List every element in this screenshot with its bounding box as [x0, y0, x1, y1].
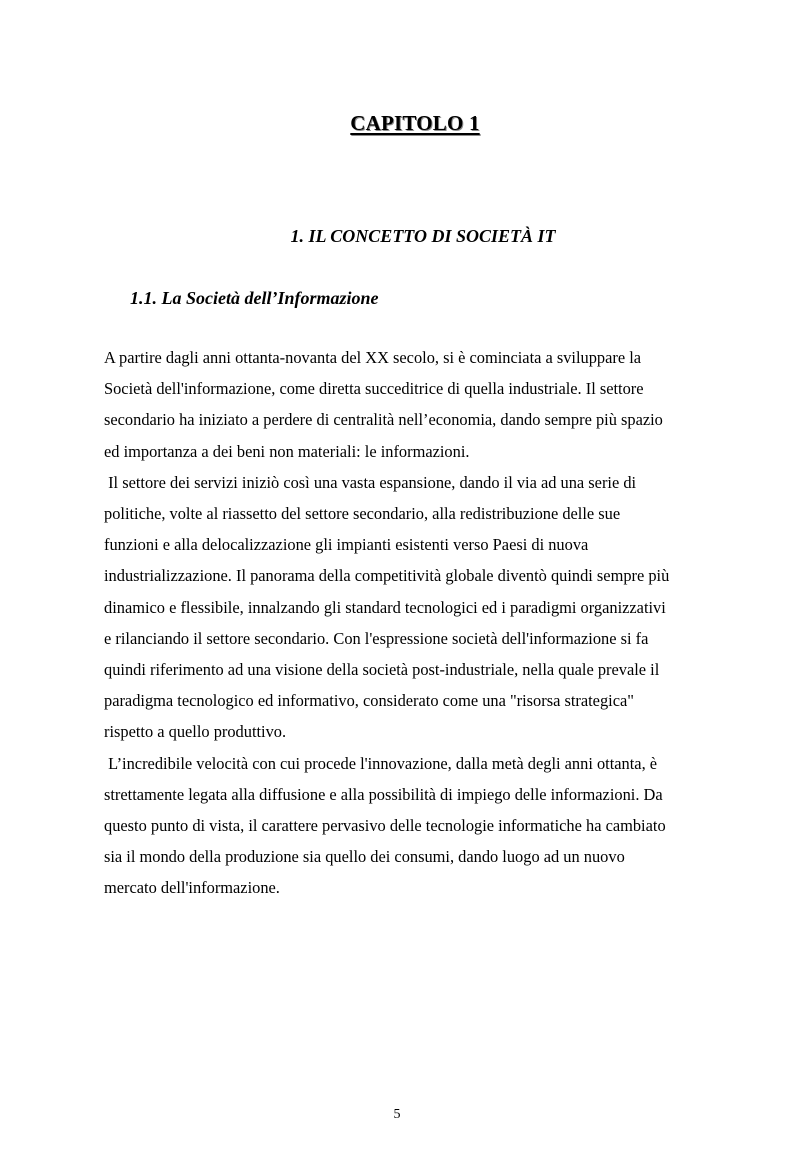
text-line: dinamico e flessibile, innalzando gli standard tecnologici ed i paradigmi organizzativi — [104, 597, 666, 617]
text-line: quindi riferimento ad una visione della società post-industriale, nella quale prevale il — [104, 660, 660, 680]
text-line: rispetto a quello produttivo. — [104, 722, 287, 742]
body-text — [104, 342, 724, 904]
text-line: secondario ha iniziato a perdere di centralità nell’economia, dando sempre più spazio — [104, 410, 663, 430]
text-line: Il settore dei servizi iniziò così una vasta espansione, dando il via ad una serie di — [104, 472, 637, 492]
text-line: industrializzazione. Il panorama della competitività globale diventò quindi sempre più — [104, 566, 670, 586]
text-line: L’incredibile velocità con cui procede l'innovazione, dalla metà degli anni ottanta, è — [104, 753, 658, 773]
subsection-title: 1.1. La Società dell’Informazione — [130, 288, 379, 308]
text-line: strettamente legata alla diffusione e alla possibilità di impiego delle informazioni. Da — [104, 784, 663, 804]
text-line: paradigma tecnologico ed informativo, considerato come una "risorsa strategica" — [104, 691, 634, 711]
page-number: 5 — [393, 1107, 401, 1122]
text-line: mercato dell'informazione. — [104, 878, 280, 898]
text-line: questo punto di vista, il carattere pervasivo delle tecnologie informatiche ha cambiato — [104, 816, 666, 836]
text-line: A partire dagli anni ottanta-novanta del XX secolo, si è cominciata a sviluppare la — [104, 348, 642, 367]
chapter-title: CAPITOLO 1 — [350, 111, 480, 135]
text-line: funzioni e alla delocalizzazione gli impianti esistenti verso Paesi di nuova — [104, 535, 589, 555]
text-line: sia il mondo della produzione sia quello dei consumi, dando luogo ad un nuovo — [104, 847, 625, 867]
section-title: 1. IL CONCETTO DI SOCIETÀ IT — [290, 226, 556, 246]
text-line: e rilanciando il settore secondario. Con l'espressione società dell'informazione si fa — [104, 628, 649, 648]
text-line: politiche, volte al riassetto del settore secondario, alla redistribuzione delle sue — [104, 504, 621, 524]
text-line: ed importanza a dei beni non materiali: le informazioni. — [104, 441, 470, 461]
text-line: Società dell'informazione, come diretta succeditrice di quella industriale. Il settore — [104, 379, 644, 399]
